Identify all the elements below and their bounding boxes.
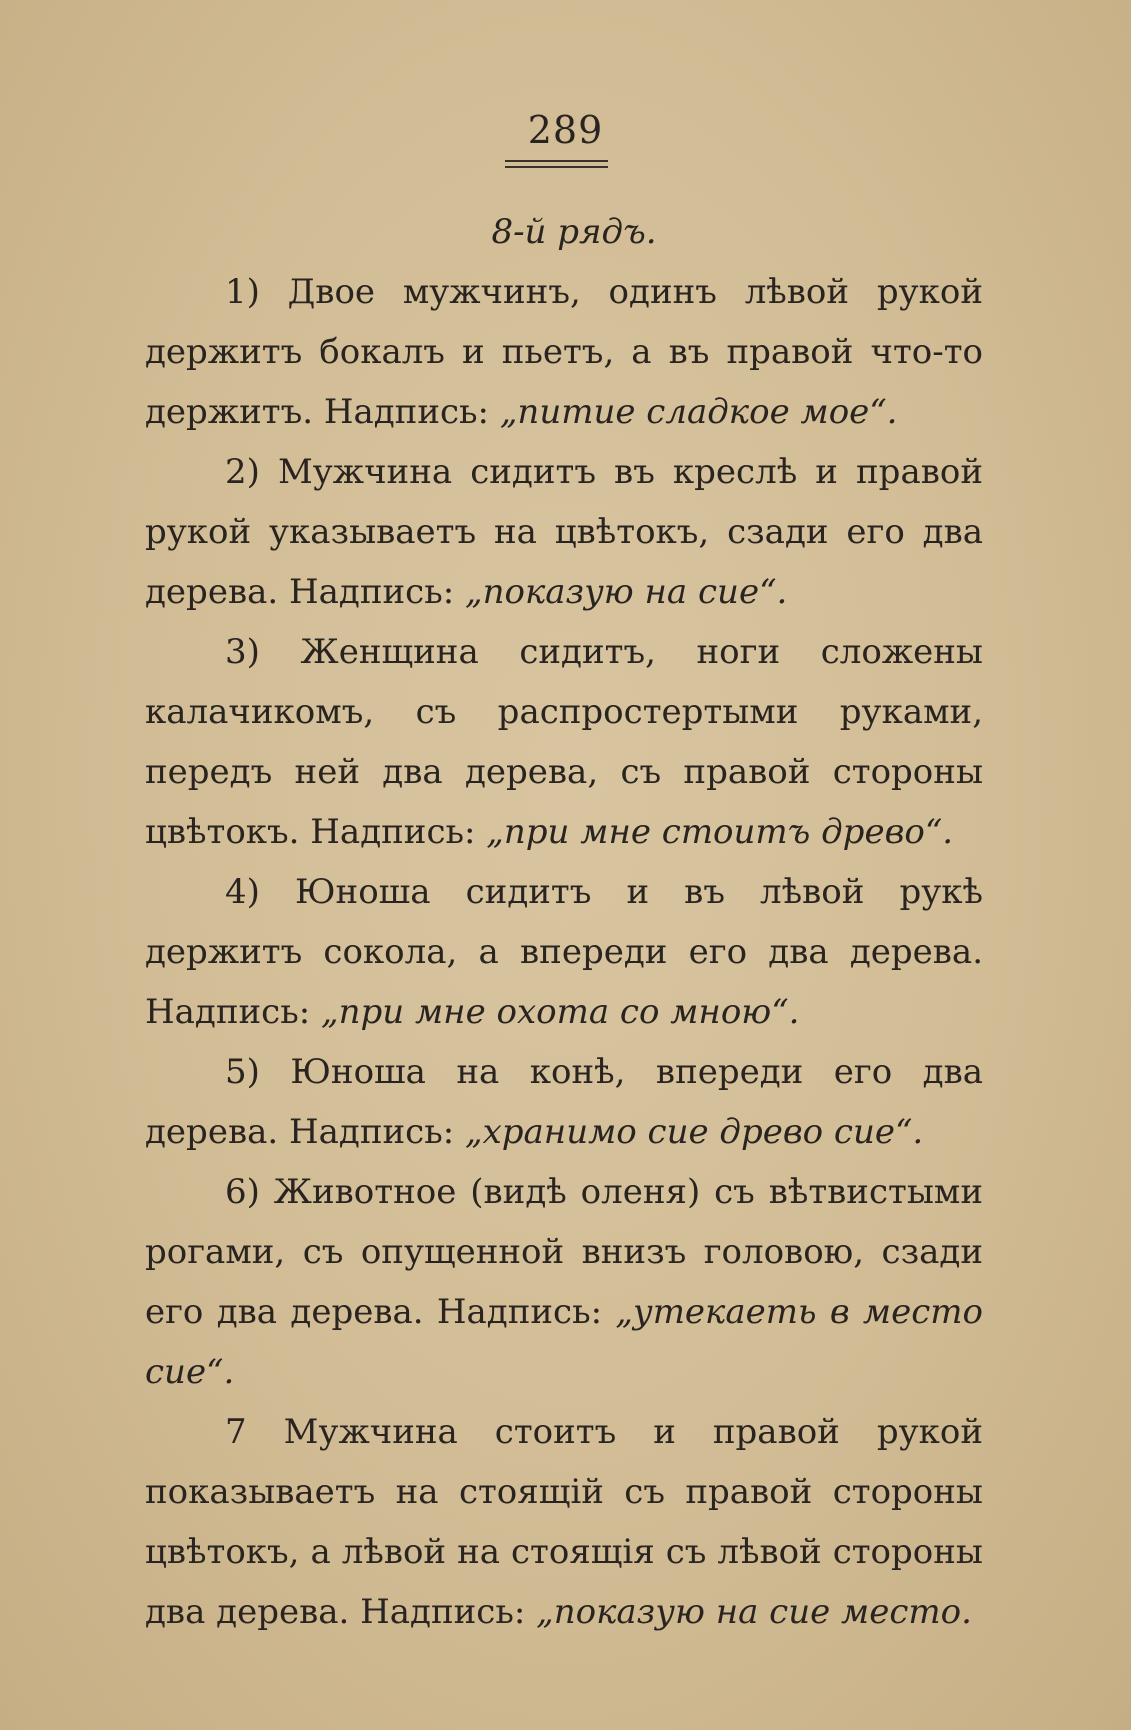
paragraph-6 — [145, 1162, 983, 1402]
inscription-quote: „утекаеть в место сие“. — [145, 1292, 983, 1392]
paragraph-4 — [145, 862, 983, 1042]
paragraph-text: 4) Юноша сидитъ и въ лѣвой рукѣ держитъ сокола, а впереди его два дерева. Надпись: — [145, 872, 983, 1032]
inscription-quote: „питие сладкое мое“. — [499, 392, 898, 432]
paragraph-3 — [145, 622, 983, 862]
header-rule — [505, 166, 608, 168]
inscription-quote: „при мне охота со мною“. — [321, 992, 800, 1032]
body-text — [145, 202, 983, 1642]
paragraph-text: 3) Женщина сидитъ, ноги сложены калачикомъ, съ распростертыми руками, передъ ней два дерева, съ правой стороны цвѣтокъ. Надпись: — [145, 632, 983, 852]
paragraph-text: 2) Мужчина сидитъ въ креслѣ и правой рукой указываетъ на цвѣтокъ, сзади его два дерева. Надпись: — [145, 452, 983, 612]
paragraph-text: 6) Животное (видѣ оленя) съ вѣтвистыми рогами, съ опущенной внизъ головою, сзади его два дерева. Надпись: — [145, 1172, 983, 1332]
inscription-quote: „показую на сие место. — [536, 1592, 972, 1632]
paragraph-7 — [145, 1402, 983, 1642]
paragraph-2 — [145, 442, 983, 622]
section-heading: 8-й рядъ. — [491, 212, 657, 252]
paragraph-text: 5) Юноша на конѣ, впереди его два дерева. Надпись: — [145, 1052, 983, 1152]
inscription-quote: „при мне стоитъ древо“. — [486, 812, 954, 852]
inscription-quote: „показую на сие“. — [464, 572, 788, 612]
header-rule — [505, 160, 608, 162]
paragraph-text: 7 Мужчина стоитъ и правой рукой показываетъ на стоящій съ правой стороны цвѣтокъ, а лѣвой на стоящія съ лѣвой стороны два дерева. Надпись: — [145, 1412, 983, 1632]
paragraph-5 — [145, 1042, 983, 1162]
inscription-quote: „хранимо сие древо сие“. — [464, 1112, 924, 1152]
paragraph-1 — [145, 262, 983, 442]
page-number: 289 — [527, 108, 604, 152]
paragraph-text: 1) Двое мужчинъ, одинъ лѣвой рукой держитъ бокалъ и пьетъ, а въ правой что-то держитъ. Надпись: — [145, 272, 983, 432]
